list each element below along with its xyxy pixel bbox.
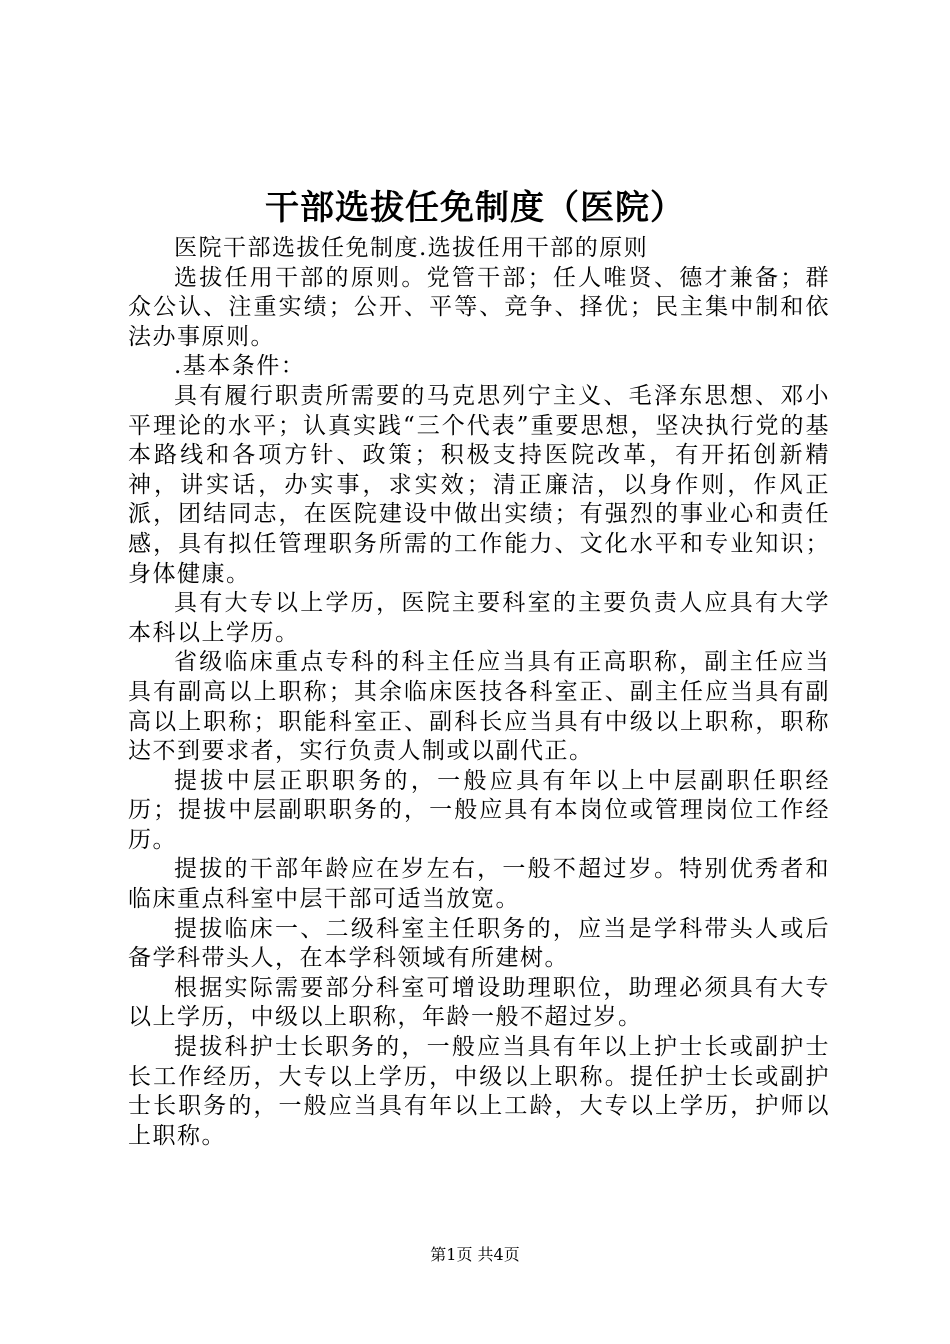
paragraph: 提拔中层正职职务的，一般应具有年以上中层副职任职经历；提拔中层副职职务的，一般应具有本岗位或管理岗位工作经历。 [128, 767, 830, 853]
paragraph: 选拔任用干部的原则。党管干部；任人唯贤、德才兼备；群众公认、注重实绩；公开、平等、竞争、择优；民主集中制和依法办事原则。 [128, 264, 830, 350]
page-number-footer: 第1页 共4页 [430, 1245, 520, 1264]
paragraph: 根据实际需要部分科室可增设助理职位，助理必须具有大专以上学历，中级以上职称，年龄一般不超过岁。 [128, 974, 830, 1031]
document-title: 干部选拔任免制度（医院） [265, 188, 685, 228]
paragraph: .基本条件： [174, 353, 306, 380]
paragraph: 具有大专以上学历，医院主要科室的主要负责人应具有大学本科以上学历。 [128, 590, 830, 646]
paragraph: 提拔科护士长职务的，一般应当具有年以上护士长或副护士长工作经历，大专以上学历，中级以上职称。提任护士长或副护士长职务的，一般应当具有年以上工龄，大专以上学历，护师以上职称。 [128, 1034, 830, 1149]
paragraph: 具有履行职责所需要的马克思列宁主义、毛泽东思想、邓小平理论的水平；认真实践“三个代表”重要思想，坚决执行党的基本路线和各项方针、政策；积极支持医院改革，有开拓创新精神，讲实话，办实事，求实效；清正廉洁，以身作则，作风正派，团结同志，在医院建设中做出实绩；有强烈的事业心和责任感，具有拟任管理职务所需的工作能力、文化水平和专业知识；身体健康。 [128, 382, 830, 587]
paragraph: 提拔的干部年龄应在岁左右，一般不超过岁。特别优秀者和临床重点科室中层干部可适当放宽。 [128, 856, 830, 913]
paragraph: 提拔临床一、二级科室主任职务的，应当是学科带头人或后备学科带头人，在本学科领域有所建树。 [128, 915, 830, 972]
document-body [128, 234, 830, 1151]
paragraph: 医院干部选拔任免制度.选拔任用干部的原则 [174, 235, 649, 261]
paragraph: 省级临床重点专科的科主任应当具有正高职称，副主任应当具有副高以上职称；其余临床医技各科室正、副主任应当具有副高以上职称；职能科室正、副科长应当具有中级以上职称，职称达不到要求者，实行负责人制或以副代正。 [128, 649, 830, 765]
